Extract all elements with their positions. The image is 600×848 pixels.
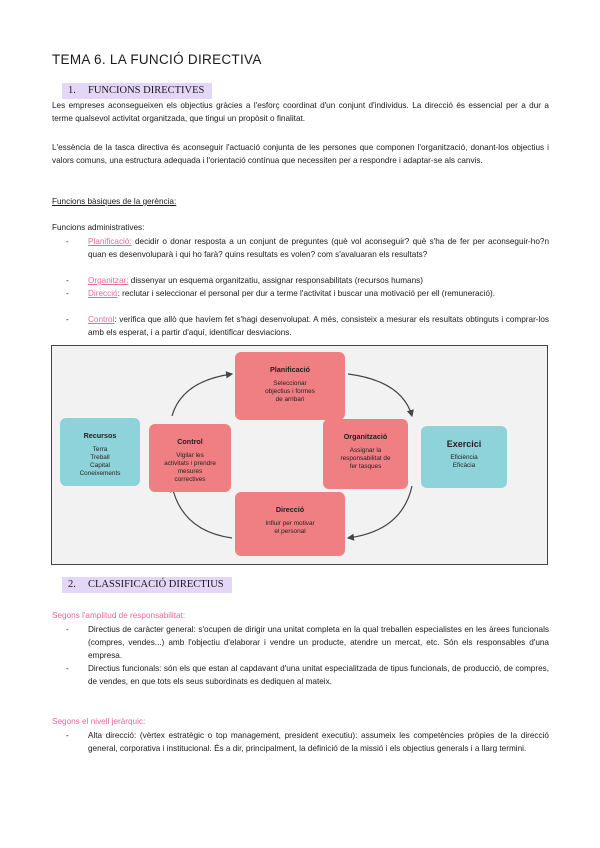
organitzacio-title: Organització <box>343 432 388 441</box>
direccio-line: el personal <box>274 528 306 535</box>
organitzacio-box <box>323 419 408 489</box>
admin-functions-heading: Funcions administratives: <box>52 223 145 232</box>
list-item-text: : verifica que allò que havíem fet s'hagi desenvolupat. A més, consisteix a mesurar els resultats obtinguts i comprar-los amb els esperat, i a partir d'aquí, identificar desviacions. <box>88 315 549 337</box>
planificacio-line: de arribari <box>275 396 305 403</box>
list-item-text: : reclutar i seleccionar el personal per dur a terme l'activitat i buscar una motivació per ell (remuneració). <box>117 289 496 298</box>
arrow-direccio-control <box>172 486 232 538</box>
intro-paragraph-1: Les empreses aconsegueixen els objectius gràcies a l'esforç coordinat d'un conjunt d'individus. La direcció és essencial per a dur a terme qualsevol activitat organitzada, que tingui un propòsit o finalitat. <box>52 101 549 123</box>
control-line: correctives <box>174 476 206 483</box>
planificacio-title: Planificació <box>270 365 310 374</box>
term-link[interactable]: Organitzar: <box>88 276 129 285</box>
list-item-text: decidir o donar resposta a un conjunt de preguntes (què vol aconseguir? què s'ha de fer per aconseguir-ho?n quan es desenvoluparà i qui ho farà? quins resultats es volen? com s'avaluaran els resultats? <box>88 237 549 259</box>
list-item-text: Alta direcció: (vèrtex estratègic o top management, president executiu): assumeix les competències pròpies de la direcció general, corporativa i institucional. És a dir, principalment, la definició de la missió i els objectius generals i a llarg termini. <box>88 731 549 753</box>
planificacio-box <box>235 352 345 420</box>
recursos-line: Treball <box>90 454 110 461</box>
section-heading-1 <box>62 83 212 99</box>
term-link[interactable]: Direcció <box>88 289 118 298</box>
direccio-title: Direcció <box>275 505 305 514</box>
control-line: Vigilar les <box>176 452 204 459</box>
list-item-text: Directius funcionals: són els que estan al capdavant d'una unitat especialitzada de tipus funcionals, de producció, de compres, de vendes, en que tots els seus subordinats es dediquen al mateix. <box>88 664 549 686</box>
exercici-title: Exercici <box>446 439 482 449</box>
organitzacio-line: responsabilitat de <box>340 455 391 462</box>
section-number: 2. <box>68 579 76 590</box>
management-functions-diagram <box>51 345 548 565</box>
exercici-line: Eficàcia <box>452 462 476 469</box>
section-heading-2 <box>62 577 232 593</box>
list-item: - Directius funcionals: són els que estan al capdavant d'una unitat especialitzada de tipus funcionals, de producció, de compres, de vendes, en que tots els seus subordinats es dediquen al mateix. <box>66 664 549 686</box>
control-title: Control <box>177 437 203 446</box>
recursos-line: Capital <box>90 462 110 469</box>
arrow-planificacio-organitzacio <box>348 374 412 416</box>
list-item: - Direcció: reclutar i seleccionar el personal per dur a terme l'activitat i buscar una motivació per ell (remuneració). <box>66 289 496 298</box>
list-item: - Alta direcció: (vèrtex estratègic o top management, president executiu): assumeix les competències pròpies de la direcció general, corporativa i institucional. És a dir, principalment, la definició de la missió i els objectius generals i a llarg termini. <box>66 731 549 753</box>
basic-functions-heading: Funcions bàsiques de la gerència: <box>52 197 177 206</box>
direccio-box <box>235 492 345 556</box>
intro-paragraph-2: L'essència de la tasca directiva és aconseguir l'actuació conjunta de les persones que componen l'organització, donant-los objectius i valors comuns, una estructura adequada i l'orientació contínua que necessiten per a respondre i adaptar-se als canvis. <box>52 143 549 165</box>
exercici-box <box>421 426 507 488</box>
page-title: TEMA 6. LA FUNCIÓ DIRECTIVA <box>52 52 262 67</box>
nivell-heading: Segons el nivell jeràrquic: <box>52 717 146 726</box>
control-box <box>149 424 231 492</box>
arrow-control-planificacio <box>172 374 232 416</box>
organitzacio-line: Assignar la <box>349 447 382 454</box>
section-number: 1. <box>68 85 76 96</box>
list-item: - Organitzar: dissenyar un esquema organitzatiu, assignar responsabilitats (recursos humans) <box>66 276 423 285</box>
planificacio-line: objectius i formes <box>265 388 315 395</box>
list-item-text: dissenyar un esquema organitzatiu, assignar responsabilitats (recursos humans) <box>128 276 423 285</box>
section-label: FUNCIONS DIRECTIVES <box>88 85 205 96</box>
planificacio-line: Seleccionar <box>273 380 307 387</box>
exercici-line: Eficiència <box>450 454 478 461</box>
list-item: - Directius de caràcter general: s'ocupen de dirigir una unitat completa en la qual treballen especialistes en les àrees funcionals (compres, vendes...) amb l'objectiu d'elaborar i vendre un producte, atendre un mercat, etc. Són els responsables d'una empresa. <box>66 625 549 660</box>
list-item: - Control: verifica que allò que havíem fet s'hagi desenvolupat. A més, consisteix a mesurar els resultats obtinguts i comprar-los amb els esperat, i a partir d'aquí, identificar desviacions. <box>66 315 549 337</box>
direccio-line: Influir per motivar <box>265 520 315 527</box>
recursos-title: Recursos <box>83 431 117 440</box>
list-item-text: Directius de caràcter general: s'ocupen de dirigir una unitat completa en la qual treballen especialistes en les àrees funcionals (compres, vendes...) amb l'objectiu d'elaborar i vendre un producte, atendre un mercat, etc. Són els responsables d'una empresa. <box>88 625 549 660</box>
list-item: - Planificació: decidir o donar resposta a un conjunt de preguntes (què vol aconseguir? què s'ha de fer per aconseguir-ho?n quan es desenvoluparà i qui ho farà? quins resultats es volen? com s'avaluaran els resultats? <box>66 237 549 259</box>
recursos-box <box>60 418 140 486</box>
term-link[interactable]: Planificació: <box>88 237 132 246</box>
amplitud-heading: Segons l'amplitud de responsabilitat: <box>52 611 186 620</box>
arrow-organitzacio-direccio <box>348 486 412 538</box>
term-link[interactable]: Control <box>88 315 115 324</box>
recursos-line: Coneixements <box>79 470 121 477</box>
control-line: activitats i prendre <box>164 460 216 467</box>
section-label: CLASSIFICACIÓ DIRECTIUS <box>88 579 224 590</box>
control-line: mesures <box>177 468 203 475</box>
organitzacio-line: fer tasques <box>349 463 382 470</box>
recursos-line: Terra <box>92 446 108 453</box>
